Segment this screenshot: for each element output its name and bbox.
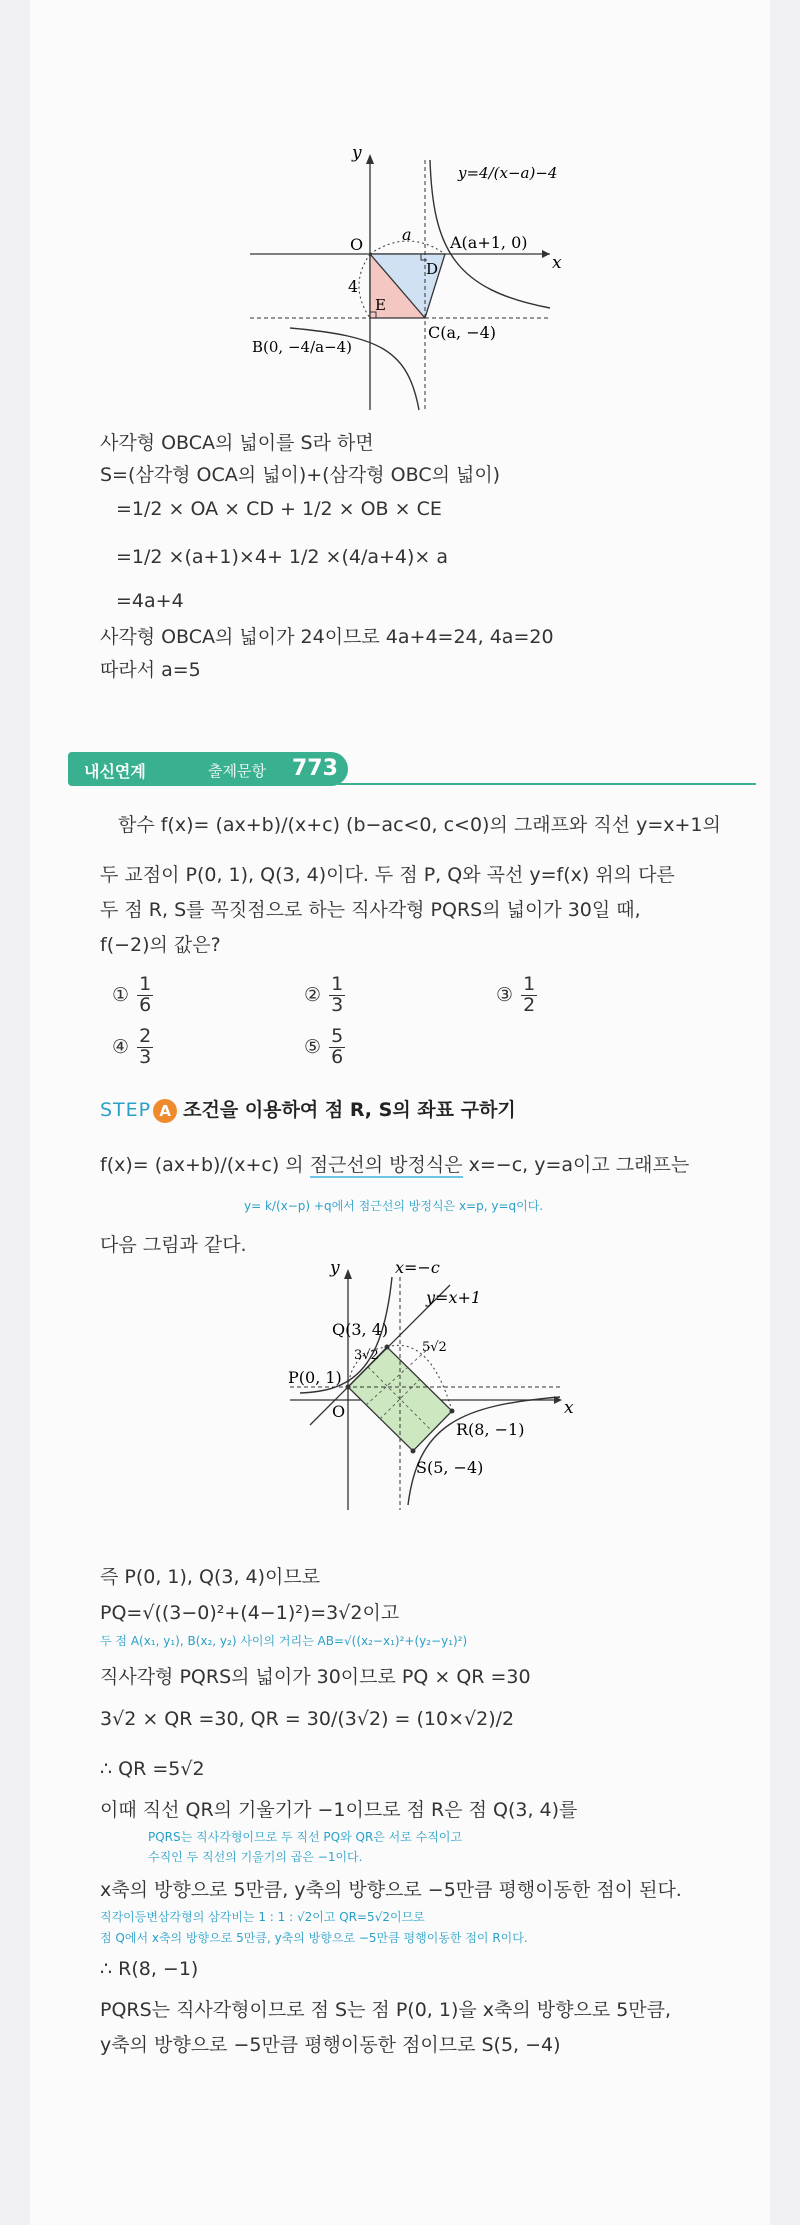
sol1-line-4: =1/2 ×(a+1)×4+ 1/2 ×(4/a+4)× a bbox=[116, 546, 449, 568]
option-3[interactable] bbox=[496, 975, 539, 1016]
fig1-E-label: E bbox=[375, 296, 386, 314]
option-5-num: ⑤ bbox=[304, 1035, 322, 1058]
option-4[interactable] bbox=[112, 1027, 155, 1068]
fig2-S-label: S(5, −4) bbox=[416, 1458, 484, 1477]
fig1-A-label: A(a+1, 0) bbox=[450, 233, 528, 252]
fig2-y-label: y bbox=[330, 1258, 340, 1278]
fig2-qr-length: 5√2 bbox=[422, 1340, 447, 1355]
problem-banner bbox=[68, 752, 756, 788]
step-title: 조건을 이용하여 점 R, S의 좌표 구하기 bbox=[183, 1099, 516, 1121]
sol1-line-5: =4a+4 bbox=[116, 590, 184, 612]
sol2-line-4: PQ=√((3−0)²+(4−1)²)=3√2이고 bbox=[100, 1602, 400, 1624]
banner-rule bbox=[338, 783, 756, 785]
sol1-line-2: S=(삼각형 OCA의 넓이)+(삼각형 OBC의 넓이) bbox=[100, 464, 501, 486]
note-isosceles-2: 점 Q에서 x축의 방향으로 5만큼, y축의 방향으로 −5만큼 평행이동한 점이 R이다. bbox=[100, 1931, 528, 1945]
banner-number: 773 bbox=[292, 756, 338, 781]
option-1-num: ① bbox=[112, 983, 130, 1006]
fig1-origin: O bbox=[350, 235, 364, 254]
note-asymptote: y= k/(x−p) +q에서 점근선의 방정식은 x=p, y=q이다. bbox=[244, 1199, 544, 1213]
option-1-den: 6 bbox=[139, 993, 152, 1016]
note-perpendicular-2: 수직인 두 직선의 기울기의 곱은 −1이다. bbox=[148, 1850, 363, 1864]
fig2-Q-label: Q(3, 4) bbox=[332, 1320, 389, 1339]
option-2-num: ② bbox=[304, 983, 322, 1006]
sol2-line-12: y축의 방향으로 −5만큼 평행이동한 점이므로 S(5, −4) bbox=[100, 2034, 561, 2056]
fig1-y-label: y bbox=[352, 143, 362, 163]
banner-label: 내신연계 bbox=[84, 762, 146, 781]
sol2-line-11: PQRS는 직사각형이므로 점 S는 점 P(0, 1)을 x축의 방향으로 5만큼, bbox=[100, 1999, 672, 2021]
option-3-num-top: 1 bbox=[523, 973, 536, 995]
sol2-line-1-underlined: 점근선의 방정식은 bbox=[309, 1154, 463, 1176]
option-3-num: ③ bbox=[496, 983, 514, 1006]
sol2-line-1-post: x=−c, y=a이고 그래프는 bbox=[468, 1154, 690, 1176]
option-4-num: ④ bbox=[112, 1035, 130, 1058]
fig2-x-label: x bbox=[564, 1398, 574, 1418]
fig1-four-label: 4 bbox=[348, 277, 359, 296]
option-5-den: 6 bbox=[331, 1045, 344, 1068]
option-2[interactable] bbox=[304, 975, 347, 1016]
fig1-B-label: B(0, −4/a−4) bbox=[252, 338, 353, 356]
note-isosceles-1: 직각이등변삼각형의 삼각비는 1 : 1 : √2이고 QR=5√2이므로 bbox=[100, 1910, 425, 1924]
fig2-pq-length: 3√2 bbox=[354, 1348, 379, 1363]
figure-2 bbox=[280, 1255, 600, 1515]
option-2-num-top: 1 bbox=[331, 973, 344, 995]
option-1[interactable] bbox=[112, 975, 155, 1016]
problem-line-4: f(−2)의 값은? bbox=[100, 934, 221, 956]
step-heading bbox=[100, 1095, 516, 1123]
figure-1 bbox=[230, 140, 610, 420]
option-4-num-top: 2 bbox=[139, 1025, 152, 1047]
problem-line-1: 함수 f(x)= (ax+b)/(x+c) (b−ac<0, c<0)의 그래프와 직선 y=x+1의 bbox=[118, 814, 721, 836]
banner-pill bbox=[68, 752, 348, 786]
fig1-D-label: D bbox=[426, 260, 439, 278]
fig2-asym-label: x=−c bbox=[395, 1258, 440, 1277]
note-distance: 두 점 A(x₁, y₁), B(x₂, y₂) 사이의 거리는 AB=√((x₂−x₁)²+(y₂−y₁)²) bbox=[100, 1634, 468, 1648]
step-letter-badge: A bbox=[153, 1099, 177, 1123]
fig1-C-label: C(a, −4) bbox=[428, 323, 497, 342]
fig2-origin: O bbox=[332, 1402, 346, 1421]
banner-sub: 출제문항 bbox=[208, 762, 266, 780]
sol2-line-10: ∴ R(8, −1) bbox=[100, 1958, 199, 1980]
option-2-den: 3 bbox=[331, 993, 344, 1016]
sol2-line-5: 직사각형 PQRS의 넓이가 30이므로 PQ × QR =30 bbox=[100, 1666, 531, 1688]
sol1-line-6: 사각형 OBCA의 넓이가 24이므로 4a+4=24, 4a=20 bbox=[100, 626, 554, 648]
sol1-line-7: 따라서 a=5 bbox=[100, 659, 201, 681]
sol2-line-9: x축의 방향으로 5만큼, y축의 방향으로 −5만큼 평행이동한 점이 된다. bbox=[100, 1879, 682, 1901]
fig1-curve-label: y=4/(x−a)−4 bbox=[458, 164, 558, 182]
step-label: STEP bbox=[100, 1099, 152, 1121]
fig2-R-label: R(8, −1) bbox=[456, 1420, 525, 1439]
option-5[interactable] bbox=[304, 1027, 347, 1068]
sol2-line-1 bbox=[100, 1150, 689, 1177]
option-4-den: 3 bbox=[139, 1045, 152, 1068]
sol2-line-3: 즉 P(0, 1), Q(3, 4)이므로 bbox=[100, 1566, 321, 1588]
problem-line-2: 두 교점이 P(0, 1), Q(3, 4)이다. 두 점 P, Q와 곡선 y=f(x) 위의 다른 bbox=[100, 864, 675, 886]
fig2-line-label: y=x+1 bbox=[426, 1288, 482, 1307]
sol2-line-7: ∴ QR =5√2 bbox=[100, 1758, 205, 1780]
fig1-x-label: x bbox=[552, 253, 562, 273]
sol2-line-1-pre: f(x)= (ax+b)/(x+c) 의 bbox=[100, 1154, 304, 1176]
option-5-num-top: 5 bbox=[331, 1025, 344, 1047]
note-perpendicular-1: PQRS는 직사각형이므로 두 직선 PQ와 QR은 서로 수직이고 bbox=[148, 1830, 463, 1844]
fig1-a-label: a bbox=[402, 225, 412, 244]
option-1-num-top: 1 bbox=[139, 973, 152, 995]
sol2-line-6: 3√2 × QR =30, QR = 30/(3√2) = (10×√2)/2 bbox=[100, 1708, 515, 1730]
sol2-line-8: 이때 직선 QR의 기울기가 −1이므로 점 R은 점 Q(3, 4)를 bbox=[100, 1799, 578, 1821]
option-3-den: 2 bbox=[523, 993, 536, 1016]
sol1-line-3: =1/2 × OA × CD + 1/2 × OB × CE bbox=[116, 498, 442, 520]
fig2-P-label: P(0, 1) bbox=[288, 1368, 342, 1387]
sol1-line-1: 사각형 OBCA의 넓이를 S라 하면 bbox=[100, 432, 374, 454]
sol2-line-2: 다음 그림과 같다. bbox=[100, 1234, 247, 1256]
problem-line-3: 두 점 R, S를 꼭짓점으로 하는 직사각형 PQRS의 넓이가 30일 때, bbox=[100, 899, 641, 921]
